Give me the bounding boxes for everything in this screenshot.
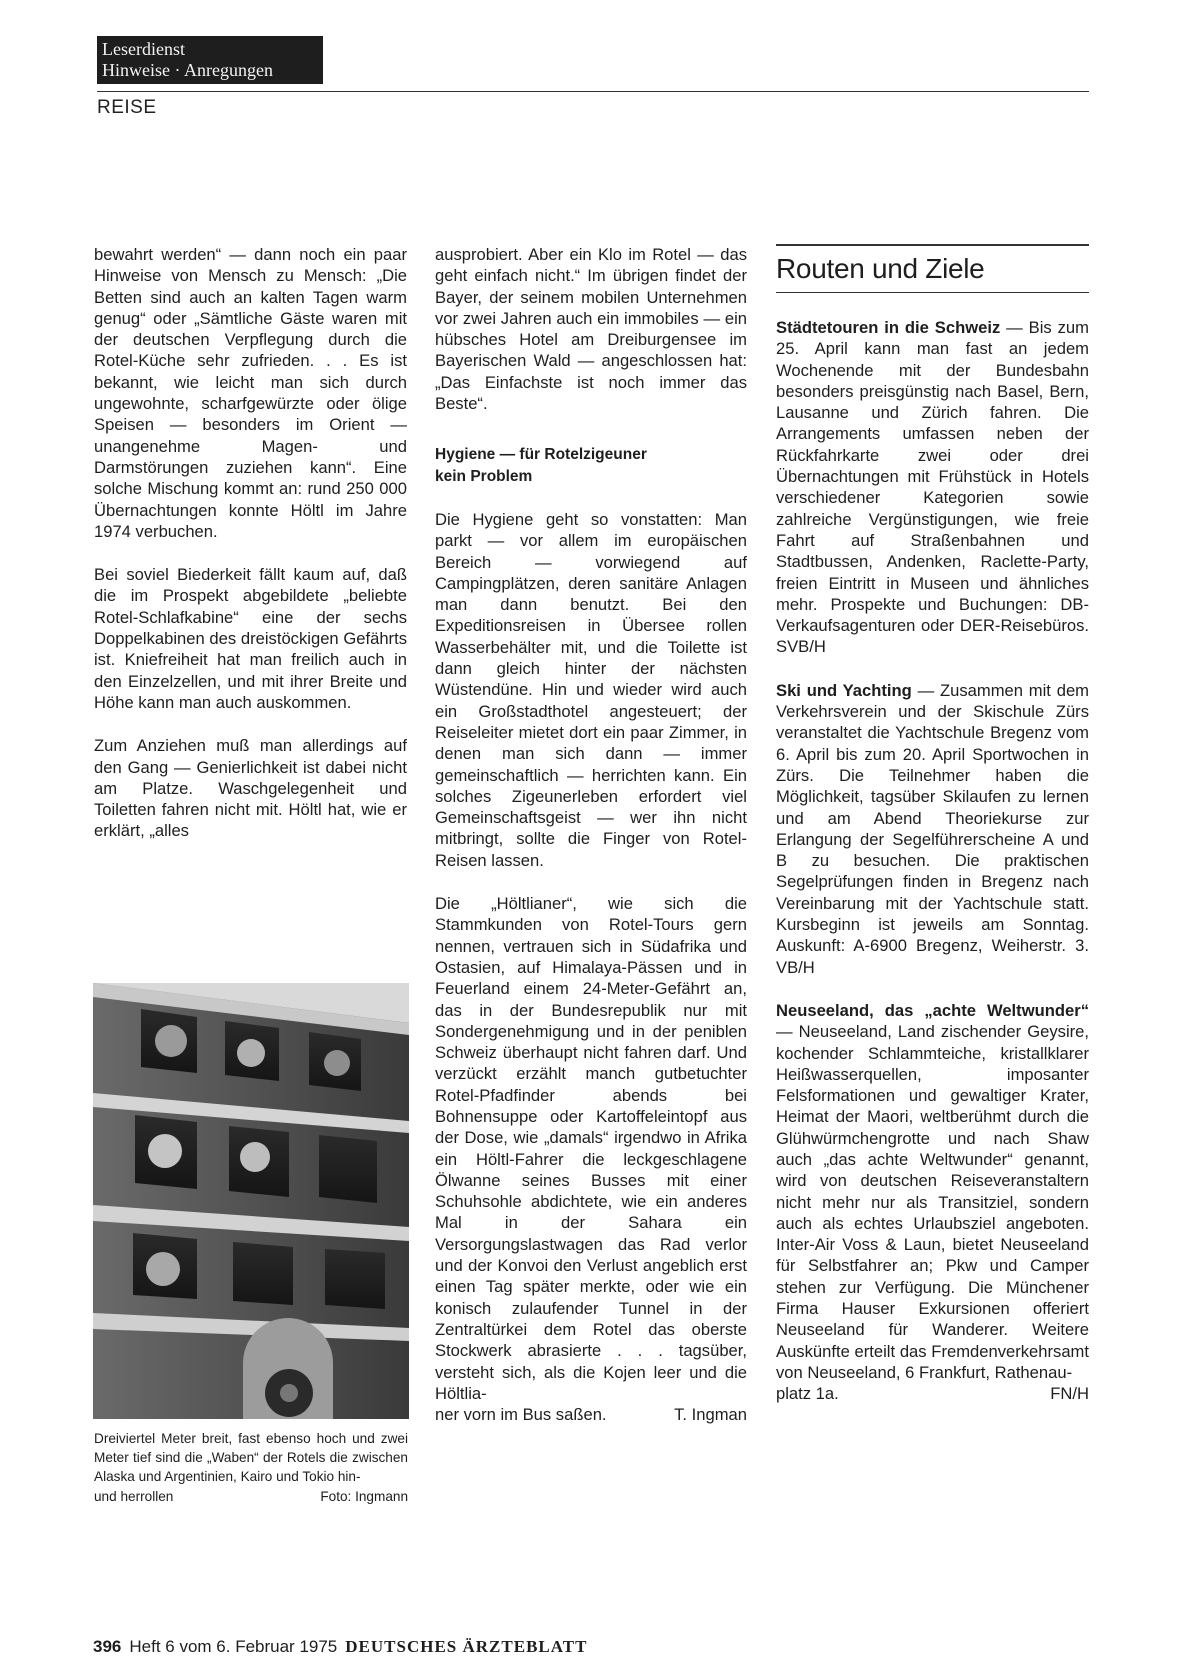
col2-paragraph-2: Die Hygiene geht so vonstatten: Man parkt — vor allem im europäischen Bereich — vorwiegend auf Campingplätzen, deren sanitäre Anlagen man dann benutzt. Bei den Expeditionsreisen in Übersee rollen Wasserbehälter mit, und die Toilette ist dann gleich hinter der nächsten Wüstendüne. Hin und wieder wird auch ein Großstadthotel angesteuert; der Reiseleiter mietet dort ein paar Zimmer, in denen man sich dann — immer gemeinschaftlich — herrichten kann. Ein solches Zigeunerleben erfordert viel Gemeinschaftsgeist — wer ihn nicht mitbringt, sollte die Finger von Rotel-Reisen lassen. <box>435 509 747 870</box>
col2-paragraph-3: Die „Höltlianer“, wie sich die Stammkunden von Rotel-Tours gern nennen, vertrauen sich in Südafrika und Ostasien, auf Himalaya-Pässen und in Feuerland einem 24-Meter-Gefährt an, das in der Bundesrepublik nur mit Sondergenehmigung und in der peniblen Schweiz überhaupt nicht fahren darf. Und verzückt erzählt manch gutbetuchter Rotel-Pfadfinder abends bei Bohnensuppe oder Kartoffeleintopf aus der Dose, wie „damals“ irgendwo in Afrika ein Höltl-Fahrer die leckgeschlagene Ölwanne seines Busses mit einer Schuhsohle abdichtete, wie ein anderes Mal in der Sahara ein Versorgungslastwagen das Rad verlor und der Konvoi den Verlust angeblich erst einen Tag später merkte, oder wie ein konisch zulaufender Tunnel in der Zentraltürkei dem Rotel das oberste Stockwerk abrasierte . . . tagsüber, versteht sich, als die Kojen leer und die Höltlia- <box>435 894 747 1403</box>
caption-text: Dreiviertel Meter breit, fast ebenso hoch und zwei Meter tief sind die „Waben“ der Rotels die zwischen Alaska und Argentinien, Kairo und Tokio hin- <box>94 1431 408 1485</box>
article-author: T. Ingman <box>674 1405 747 1425</box>
badge-line-2: Hinweise · Anregungen <box>102 60 273 80</box>
subheading-line-1: Hygiene — für Rotelzigeuner <box>435 446 647 464</box>
routes-item-body: — Neuseeland, Land zischender Geysire, kochender Schlammteiche, kristallklarer Heißwasserquellen, imposanter Felsformationen und gewaltiger Krater, Heimat der Maori, weltberühmt durch die Glühwürmchengrotte und nach Shaw auch „das achte Weltwunder“ genannt, wird von deutschen Reiseveranstaltern nicht mehr nur als Transitziel, sondern auch als echtes Urlaubsziel angeboten. Inter-Air Voss & Laun, bietet Neuseeland für Selbstfahrer an; Pkw und Camper stehen zur Verfügung. Die Münchener Firma Hauser Exkursionen offeriert Neuseeland für Wanderer. Weitere Auskünfte erteilt das Fremdenverkehrsamt von Neuseeland, 6 Frankfurt, Rathenau- <box>776 1022 1089 1382</box>
column-3 <box>776 244 1089 1405</box>
photo-caption <box>94 1429 408 1506</box>
section-label: REISE <box>97 97 157 118</box>
subheading-line-2: kein Problem <box>435 467 533 485</box>
col2-paragraph-1: ausprobiert. Aber ein Klo im Rotel — das geht einfach nicht.“ Im übrigen findet der Bayer, der seinem mobilen Unternehmen vor zwei Jahren auch ein immobiles — ein hübsches Hotel am Dreiburgensee im Bayerischen Wald — angeschlossen hat: „Das Einfachste ist noch immer das Beste“. <box>435 245 747 414</box>
bus-photo <box>93 983 409 1419</box>
journal-name: DEUTSCHES ÄRZTEBLATT <box>345 1637 588 1656</box>
section-badge <box>97 36 323 84</box>
page-footer <box>93 1637 587 1657</box>
routes-heading: Routen und Ziele <box>776 244 1089 293</box>
col1-paragraph-1: bewahrt werden“ — dann noch ein paar Hinweise von Mensch zu Mensch: „Die Betten sind auch an kalten Tagen warm genug“ oder „Sämtliche Gäste waren mit der deutschen Verpflegung durch die Rotel-Küche sehr zufrieden. . . Es ist bekannt, wie leicht man sich durch ungewohnte, scharfgewürzte oder ölige Speisen — besonders im Orient — unangenehme Magen- und Darmstörungen zuziehen kann“. Eine solche Mischung kommt an: rund 250 000 Übernachtungen konnte Höltl im Jahre 1974 verbuchen. <box>94 245 407 541</box>
badge-line-1: Leserdienst <box>102 39 185 59</box>
routes-item-lead: Neuseeland, das „achte Weltwunder“ <box>776 1000 1089 1020</box>
caption-last-line: und herrollen <box>94 1488 174 1504</box>
column-1 <box>94 244 407 842</box>
routes-item-ski <box>776 680 1089 978</box>
routes-last-line: platz 1a. <box>776 1384 839 1404</box>
routes-item-lead: Städtetouren in die Schweiz <box>776 318 1001 337</box>
routes-signature: FN/H <box>1050 1384 1089 1404</box>
page-number: 396 <box>93 1637 122 1656</box>
routes-item-schweiz <box>776 317 1089 658</box>
col2-last-line: ner vorn im Bus saßen. <box>435 1405 607 1425</box>
issue-info: Heft 6 vom 6. Februar 1975 <box>129 1637 338 1656</box>
routes-item-body: — Zusammen mit dem Verkehrsverein und der Skischule Zürs veranstaltet die Yachtschule Bregenz vom 6. April bis zum 20. April Sportwochen in Zürs. Die Teilnehmer haben die Möglichkeit, tagsüber Skilaufen zu lernen und am Abend Theoriekurse zur Erlangung der Segelführerscheine A und B zu besuchen. Die praktischen Segelprüfungen finden in Bregenz nach Vereinbarung mit der Yachtschule statt. Kursbeginn ist jeweils am Sonntag. Auskunft: A-6900 Bregenz, Weiherstr. 3. VB/H <box>776 680 1089 977</box>
subheading-hygiene <box>435 444 747 487</box>
col1-paragraph-2: Bei soviel Biederkeit fällt kaum auf, daß die im Prospekt abgebildete „beliebte Rotel-Schlafkabine“ eine der sechs Doppelkabinen des dreistöckigen Gefährts ist. Kniefreiheit hat man freilich auch in den Einzelzellen, und mit ihrer Breite und Höhe kann man auch auskommen. <box>94 565 407 712</box>
column-2 <box>435 244 747 1425</box>
header-rule <box>97 91 1089 92</box>
routes-item-body: — Bis zum 25. April kann man fast an jedem Wochenende mit der Bundesbahn besonders preisgünstig nach Basel, Bern, Lausanne und Zürich fahren. Die Arrangements umfassen neben der Rückfahrkarte zwei oder drei Übernachtungen mit Frühstück in Hotels verschiedener Kategorien sowie zahlreiche Vergünstigungen, wie freie Fahrt auf Straßenbahnen und Stadtbussen, Andenken, Raclette-Party, freien Eintritt in Museen und ähnliches mehr. Prospekte und Buchungen: DB-Verkaufsagenturen oder DER-Reisebüros. SVB/H <box>776 318 1089 657</box>
routes-item-neuseeland <box>776 1000 1089 1383</box>
col1-paragraph-3: Zum Anziehen muß man allerdings auf den Gang — Genierlichkeit ist dabei nicht am Platze. Waschgelegenheit und Toiletten fahren nicht mit. Höltl hat, wie er erklärt, „alles <box>94 736 407 841</box>
photo-credit: Foto: Ingmann <box>320 1488 408 1504</box>
routes-item-lead: Ski und Yachting <box>776 680 912 700</box>
